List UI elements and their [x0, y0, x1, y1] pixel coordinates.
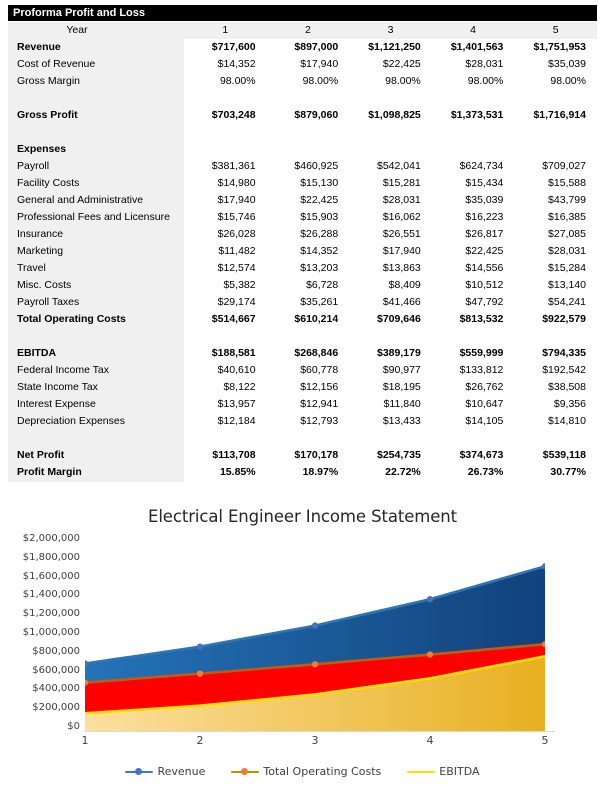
row-label: Travel — [17, 262, 46, 274]
legend-swatch-icon — [407, 767, 435, 777]
row-label: Facility Costs — [17, 177, 80, 189]
year-header-label: Year — [66, 24, 88, 36]
cell-y2: $60,778 — [300, 364, 339, 376]
year-header-1: 1 — [222, 24, 229, 36]
cell-y1: $514,667 — [211, 313, 256, 325]
x-tick-label-2: 2 — [196, 734, 204, 747]
cell-y4: 26.73% — [467, 466, 504, 478]
cell-y4 — [432, 141, 515, 158]
cell-y5: $922,579 — [542, 313, 586, 325]
cell-y4: $26,762 — [465, 381, 504, 393]
cell-y3 — [349, 430, 432, 447]
cell-y4: $16,223 — [465, 211, 504, 223]
row-label: Expenses — [17, 143, 67, 155]
cell-y1 — [184, 90, 267, 107]
cell-y2: $17,940 — [300, 58, 339, 70]
y-tick-label: $1,000,000 — [22, 627, 80, 638]
y-tick-label: $200,000 — [32, 702, 80, 714]
row-label: Gross Profit — [17, 109, 78, 121]
cell-y5: $27,085 — [548, 228, 586, 240]
cell-y1: $26,028 — [217, 228, 256, 240]
cell-y5 — [514, 141, 597, 158]
marker-revenue-y2 — [197, 643, 203, 649]
cell-y1: $8,122 — [223, 381, 256, 393]
cell-y5 — [514, 90, 597, 107]
cell-y2: $897,000 — [294, 41, 339, 53]
cell-y2: 98.00% — [302, 75, 339, 87]
table-row — [8, 277, 597, 294]
cell-y4: $559,999 — [459, 347, 504, 359]
cell-y2: $170,178 — [294, 449, 339, 461]
cell-y5: $1,716,914 — [533, 109, 586, 121]
cell-y5: $794,335 — [542, 347, 586, 359]
cell-y2: $13,203 — [300, 262, 339, 274]
cell-y1 — [184, 141, 267, 158]
pl-table — [8, 22, 597, 481]
legend-item-revenue[interactable] — [125, 765, 205, 778]
year-header-3: 3 — [387, 24, 394, 36]
cell-y2 — [267, 124, 350, 141]
cell-y3: $41,466 — [382, 296, 421, 308]
y-tick-label: $400,000 — [32, 683, 80, 695]
cell-y5: $9,356 — [553, 398, 586, 410]
cell-y3: 98.00% — [385, 75, 421, 87]
chart-x-axis-line — [85, 731, 555, 732]
chart-plot-area — [85, 543, 545, 731]
cell-y1: $14,980 — [217, 177, 256, 189]
row-label — [8, 124, 184, 141]
pl-table-body — [8, 22, 597, 481]
income-statement-chart — [0, 500, 605, 795]
cell-y3 — [349, 328, 432, 345]
row-label: EBITDA — [17, 347, 57, 359]
legend-label: Total Operating Costs — [263, 765, 382, 778]
cell-y3: 22.72% — [385, 466, 421, 478]
legend-label: Revenue — [157, 765, 206, 778]
cell-y2 — [267, 90, 350, 107]
row-label — [8, 328, 184, 345]
cell-y5 — [514, 124, 597, 141]
cell-y3: $26,551 — [382, 228, 421, 240]
cell-y2: 18.97% — [302, 466, 339, 478]
cell-y4: $14,556 — [465, 262, 504, 274]
cell-y3: $13,433 — [382, 415, 421, 427]
cell-y5: $38,508 — [548, 381, 586, 393]
cell-y1: 98.00% — [219, 75, 256, 87]
cell-y3 — [349, 90, 432, 107]
table-row — [8, 260, 597, 277]
cell-y4: $15,434 — [465, 177, 504, 189]
legend-item-ebitda[interactable] — [407, 765, 479, 778]
marker-total-operating-costs-y2 — [197, 670, 203, 676]
cell-y2: $15,903 — [300, 211, 339, 223]
chart-legend — [0, 765, 605, 778]
table-row — [8, 464, 597, 481]
cell-y2: $6,728 — [306, 279, 339, 291]
cell-y5: $54,241 — [548, 296, 586, 308]
table-row — [8, 379, 597, 396]
cell-y5: $16,385 — [548, 211, 586, 223]
table-row — [8, 158, 597, 175]
chart-svg — [85, 543, 545, 731]
cell-y5: $709,027 — [542, 160, 586, 172]
cell-y4: $374,673 — [459, 449, 504, 461]
cell-y2: $35,261 — [300, 296, 339, 308]
cell-y5: 30.77% — [550, 466, 586, 478]
cell-y1: $14,352 — [217, 58, 256, 70]
cell-y2: $12,941 — [300, 398, 339, 410]
table-row — [8, 141, 597, 158]
marker-revenue-y3 — [312, 622, 318, 628]
x-tick-label-4: 4 — [426, 734, 434, 747]
cell-y2: $460,925 — [294, 160, 339, 172]
table-spacer-row — [8, 124, 597, 141]
cell-y5: $28,031 — [548, 245, 586, 257]
cell-y4: $22,425 — [465, 245, 504, 257]
cell-y4 — [432, 90, 515, 107]
year-header-5: 5 — [552, 24, 559, 36]
cell-y5: $192,542 — [542, 364, 586, 376]
y-tick-label: $600,000 — [32, 664, 80, 676]
cell-y5: $14,810 — [548, 415, 586, 427]
y-tick-label: $1,400,000 — [22, 589, 80, 601]
row-label: Depreciation Expenses — [17, 415, 125, 427]
cell-y2: $22,425 — [300, 194, 339, 206]
cell-y3: $709,646 — [376, 313, 421, 325]
cell-y4: $1,373,531 — [450, 109, 504, 121]
cell-y4 — [432, 124, 515, 141]
cell-y1: $17,940 — [217, 194, 256, 206]
legend-item-total-operating-costs[interactable] — [231, 765, 381, 778]
row-label: Profit Margin — [17, 466, 82, 478]
cell-y3: $1,098,825 — [368, 109, 421, 121]
row-label: Payroll Taxes — [17, 296, 80, 308]
table-row — [8, 345, 597, 362]
table-row — [8, 39, 597, 56]
cell-y1: $29,174 — [217, 296, 256, 308]
row-label: Gross Margin — [17, 75, 81, 87]
marker-revenue-y4 — [427, 596, 433, 602]
y-tick-label: $0 — [67, 721, 80, 732]
cell-y1: $5,382 — [223, 279, 256, 291]
cell-y1: $13,957 — [217, 398, 256, 410]
row-label: Interest Expense — [17, 398, 96, 410]
marker-total-operating-costs-y3 — [312, 661, 318, 667]
cell-y2: $12,793 — [300, 415, 339, 427]
cell-y2: $12,156 — [300, 381, 339, 393]
cell-y1: $12,184 — [217, 415, 256, 427]
row-label: State Income Tax — [17, 381, 98, 393]
cell-y3: $28,031 — [382, 194, 421, 206]
y-tick-label: $1,600,000 — [22, 570, 80, 582]
cell-y3: $90,977 — [382, 364, 421, 376]
cell-y1 — [184, 430, 267, 447]
cell-y3: $8,409 — [388, 279, 421, 291]
cell-y5: $539,118 — [542, 449, 586, 461]
cell-y4: $813,532 — [459, 313, 504, 325]
cell-y4: $35,039 — [465, 194, 504, 206]
cell-y1: $11,482 — [218, 245, 256, 257]
row-label — [8, 90, 184, 107]
chart-title: Electrical Engineer Income Statement — [148, 507, 457, 526]
table-row — [8, 226, 597, 243]
cell-y3: $18,195 — [382, 381, 421, 393]
cell-y3: $22,425 — [382, 58, 421, 70]
table-row — [8, 73, 597, 90]
cell-y4: $47,792 — [465, 296, 504, 308]
marker-total-operating-costs-y4 — [427, 651, 433, 657]
cell-y1: $40,610 — [217, 364, 256, 376]
cell-y4: $10,647 — [465, 398, 504, 410]
cell-y3: $11,840 — [383, 398, 421, 410]
cell-y1: $113,708 — [212, 449, 256, 461]
cell-y3: $254,735 — [376, 449, 421, 461]
table-spacer-row — [8, 328, 597, 345]
row-label — [8, 430, 184, 447]
cell-y1 — [184, 328, 267, 345]
table-row — [8, 447, 597, 464]
cell-y3 — [349, 141, 432, 158]
cell-y5: $43,799 — [548, 194, 586, 206]
row-label: Cost of Revenue — [17, 58, 96, 70]
cell-y2: $268,846 — [294, 347, 339, 359]
year-header-4: 4 — [470, 24, 476, 36]
cell-y3: $1,121,250 — [368, 41, 421, 53]
cell-y1: $15,746 — [217, 211, 256, 223]
cell-y3: $389,179 — [376, 347, 421, 359]
cell-y5 — [514, 328, 597, 345]
legend-swatch-icon — [125, 767, 153, 777]
cell-y5: 98.00% — [550, 75, 586, 87]
table-spacer-row — [8, 90, 597, 107]
x-tick-label-5: 5 — [541, 734, 549, 747]
cell-y3: $16,062 — [382, 211, 421, 223]
cell-y2 — [267, 430, 350, 447]
table-row — [8, 56, 597, 73]
cell-y5 — [514, 430, 597, 447]
cell-y2: $610,214 — [294, 313, 339, 325]
row-label: Revenue — [17, 41, 61, 53]
table-row — [8, 413, 597, 430]
row-label: Misc. Costs — [17, 279, 72, 291]
legend-swatch-icon — [231, 767, 259, 777]
cell-y2 — [267, 141, 350, 158]
cell-y4: $10,512 — [465, 279, 504, 291]
cell-y4: $133,812 — [459, 364, 504, 376]
cell-y3: $15,281 — [382, 177, 421, 189]
cell-y3: $542,041 — [376, 160, 421, 172]
cell-y2: $26,288 — [300, 228, 339, 240]
cell-y5: $15,588 — [548, 177, 586, 189]
cell-y2: $14,352 — [300, 245, 339, 257]
cell-y1: $717,600 — [211, 41, 256, 53]
cell-y4 — [432, 328, 515, 345]
cell-y2: $879,060 — [294, 109, 339, 121]
legend-label: EBITDA — [439, 765, 480, 778]
table-row — [8, 294, 597, 311]
row-label: Professional Fees and Licensure — [17, 211, 170, 223]
cell-y2: $15,130 — [300, 177, 339, 189]
cell-y1: $381,361 — [211, 160, 256, 172]
row-label: Payroll — [17, 160, 50, 172]
x-tick-label-3: 3 — [311, 734, 319, 747]
cell-y4: $26,817 — [465, 228, 504, 240]
cell-y4 — [432, 430, 515, 447]
cell-y5: $13,140 — [548, 279, 586, 291]
table-row — [8, 192, 597, 209]
table-spacer-row — [8, 430, 597, 447]
cell-y3: $13,863 — [382, 262, 421, 274]
y-tick-label: $1,800,000 — [22, 551, 80, 563]
cell-y2 — [267, 328, 350, 345]
cell-y1: $12,574 — [217, 262, 256, 274]
table-row — [8, 396, 597, 413]
table-row — [8, 243, 597, 260]
row-label: Total Operating Costs — [17, 313, 126, 325]
cell-y5: $1,751,953 — [533, 41, 586, 53]
table-row — [8, 311, 597, 328]
cell-y1 — [184, 124, 267, 141]
row-label: Federal Income Tax — [17, 364, 110, 376]
cell-y4: $1,401,563 — [450, 41, 504, 53]
chart-x-axis-labels — [81, 734, 555, 750]
table-row — [8, 107, 597, 124]
row-label: Net Profit — [17, 449, 65, 461]
year-header-2: 2 — [304, 24, 311, 36]
y-tick-label: $2,000,000 — [22, 533, 80, 544]
table-title: Proforma Profit and Loss — [8, 5, 597, 21]
cell-y1: $188,581 — [211, 347, 256, 359]
cell-y5: $15,284 — [548, 262, 586, 274]
y-tick-label: $800,000 — [32, 645, 80, 657]
table-row — [8, 209, 597, 226]
cell-y1: $703,248 — [211, 109, 256, 121]
x-tick-label-1: 1 — [81, 734, 89, 747]
cell-y5: $35,039 — [548, 58, 586, 70]
table-header-row — [8, 22, 597, 39]
table-row — [8, 175, 597, 192]
cell-y3: $17,940 — [382, 245, 421, 257]
cell-y1: 15.85% — [219, 466, 256, 478]
row-label: General and Administrative — [17, 194, 144, 206]
chart-y-axis-labels — [8, 533, 80, 734]
row-label: Marketing — [17, 245, 64, 257]
cell-y4: $28,031 — [465, 58, 504, 70]
cell-y4: $14,105 — [465, 415, 504, 427]
cell-y4: 98.00% — [467, 75, 504, 87]
cell-y3 — [349, 124, 432, 141]
cell-y4: $624,734 — [459, 160, 504, 172]
table-row — [8, 362, 597, 379]
y-tick-label: $1,200,000 — [22, 608, 80, 620]
row-label: Insurance — [17, 228, 64, 240]
